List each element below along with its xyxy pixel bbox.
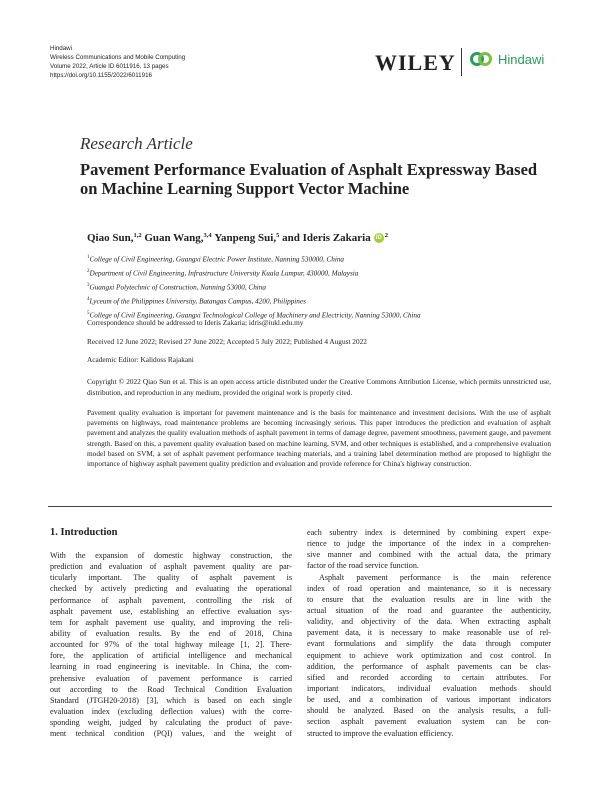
text-line: sive manner and combined with the actual data, the primary xyxy=(307,550,551,560)
section-divider xyxy=(48,506,552,507)
text-line: important indicators, individual evaluation methods should xyxy=(307,683,551,693)
logo-divider xyxy=(461,48,462,76)
text-line: With the expansion of domestic highway construction, the xyxy=(50,551,292,560)
hindawi-rings-icon xyxy=(469,51,493,67)
affiliation: $^2$Department of Civil Engineering, Infrastructure University Kuala Lumpur, 430000, Malaysia xyxy=(87,268,359,278)
text-line: to ensure that the evaluation results are in line with the xyxy=(307,594,551,604)
text-line: ability of evaluation results. By the end of 2018, China xyxy=(50,628,292,638)
academic-editor: Academic Editor: Kalidoss Rajakani xyxy=(87,355,194,364)
abstract: Pavement quality evaluation is important for pavement maintenance and is the basis for maintenance and investment decisions. With the use of asphalt pavements on highways, road maintenance problems are becoming increasingly serious. This paper introduces the prediction and evaluation of asphalt pavement and analyzes the quality evaluation methods of asphalt pavement in terms of damage degree, pavement smoothness, pavement gauge, and pavement strength. Based on this, a pavement quality evaluation based on machine learning, SVM, and other techniques is established, and a comprehensive evaluation model based on SVM, a set of asphalt pavement performance teaching materials, and a training label determination method are proposed to highlight the importance of highway asphalt pavement quality prediction and evaluation and provide reference for China's highway construction. xyxy=(87,408,551,469)
wiley-logo: WILEY xyxy=(375,50,456,75)
copyright-notice: Copyright © 2022 Qiao Sun et al. This is an open access article distributed under the Creative Commons Attribution License, which permits unrestricted use, distribution, and reproduction in any medium, provided the original work is properly cited. xyxy=(87,377,551,397)
author-name[interactable]: Yanpeng Sui, xyxy=(214,232,277,244)
right-column-body xyxy=(307,527,551,739)
text-line: learning in road engineering is inevitable. In China, the com- xyxy=(50,662,292,672)
text-line: checked by actively predicting and evaluating the operational xyxy=(50,584,292,594)
text-line: asphalt pavement use, establishing an effective evaluation sys- xyxy=(50,606,292,616)
text-line: sified and recorded according to certain attributes. For xyxy=(307,672,551,682)
author-affil-sup: 2 xyxy=(384,232,388,239)
hindawi-logo xyxy=(469,51,544,67)
journal-header xyxy=(50,44,185,80)
text-line: should be analyzed. Based on the analysis results, a full- xyxy=(307,706,551,716)
author-list xyxy=(87,232,388,244)
text-line: each subentry index is determined by combining expert expe- xyxy=(307,528,551,537)
text-line: sponding weight, judged by calculating the product of pave- xyxy=(50,718,292,728)
author-affil-sup: 1,2 xyxy=(133,232,142,239)
text-line: Standard (JTGH20-2018) [3], which is based on each single xyxy=(50,695,292,705)
text-line: be used, and a combination of various important indicators xyxy=(307,695,551,705)
author-name[interactable]: Guan Wang, xyxy=(144,232,204,244)
text-line: tem for asphalt pavement use quality, and improving the reli- xyxy=(50,617,292,627)
author-affil-sup: 5 xyxy=(276,232,280,239)
author-name[interactable]: Qiao Sun, xyxy=(87,232,134,244)
journal-name: Wireless Communications and Mobile Computing xyxy=(50,54,186,61)
article-type: Research Article xyxy=(80,134,193,153)
text-line: fore, the application of artificial intelligence and mechanical xyxy=(50,651,292,661)
affiliation: $^1$College of Civil Engineering, Guangxi Electric Power Institute, Nanning 530000, China xyxy=(87,255,345,264)
author-name[interactable]: and Ideris Zakaria xyxy=(282,232,371,244)
hindawi-logo-text: Hindawi xyxy=(498,51,545,67)
text-line: evaluation index (excluding deflection values) with the corre- xyxy=(50,706,292,716)
affiliations xyxy=(87,252,421,322)
text-line: pavement data, it is necessary to make reasonable use of rel- xyxy=(307,628,551,638)
text-line: section asphalt pavement evaluation system can be con- xyxy=(307,717,551,727)
text-line: performance of asphalt pavement, controlling the risk of xyxy=(50,595,292,605)
article-dates: Received 12 June 2022; Revised 27 June 2022; Accepted 5 July 2022; Published 4 August 2022 xyxy=(87,337,367,346)
text-line: prediction and evaluation of asphalt pavement quality are par- xyxy=(50,562,292,572)
orcid-icon[interactable]: iD xyxy=(375,235,382,241)
text-line: structed to improve the evaluation efficiency. xyxy=(307,728,454,738)
article-title: Pavement Performance Evaluation of Asphalt Expressway Based on Machine Learning Support Vector Machine xyxy=(80,160,538,198)
text-line: ment technical condition (PQI) values, and the weight of xyxy=(50,729,292,739)
affiliation: $^5$College of Civil Engineering, Guangxi Technological College of Machinery and Electricity, Nanning 53000, China xyxy=(87,310,421,320)
text-line: addition, the performance of asphalt pavements can be clas- xyxy=(307,661,551,671)
text-line: index of road operation and maintenance, so it is necessary xyxy=(307,583,551,593)
text-line: Asphalt pavement performance is the main reference xyxy=(319,572,551,582)
text-line: factor of the road service function. xyxy=(307,561,419,571)
text-line: out according to the Road Technical Condition Evaluation xyxy=(50,684,292,694)
correspondence: Correspondence should be addressed to Ideris Zakaria; idris@iukl.edu.my xyxy=(87,318,304,327)
volume-info: Volume 2022, Article ID 6011916, 13 pages xyxy=(50,63,169,70)
text-line: validity, and objectivity of the data. When extracting asphalt xyxy=(307,617,551,627)
affiliation: $^3$Guangxi Polytechnic of Construction, Nanning 53000, China xyxy=(87,282,266,292)
publisher-name: Hindawi xyxy=(50,45,73,52)
text-line: equipment to achieve work optimization and cost control. In xyxy=(307,650,551,660)
doi-link[interactable]: https://doi.org/10.1155/2022/6011916 xyxy=(50,72,152,79)
author-affil-sup: 3,4 xyxy=(203,232,212,239)
text-line: actual situation of the road and guarantee the authenticity, xyxy=(307,605,551,615)
affiliation: $^4$Lyceum of the Philippines University, Batangas Campus, 4200, Philippines xyxy=(87,296,306,306)
text-line: ticularly important. The quality of asphalt pavement is xyxy=(50,573,292,583)
section-heading: 1. Introduction xyxy=(50,527,118,538)
text-line: accounted for 97% of the total highway mileage [1, 2]. There- xyxy=(50,640,292,650)
text-line: rience to judge the importance of the index in a comprehen- xyxy=(307,539,551,549)
text-line: evant formulations and simplify the data through computer xyxy=(307,639,551,649)
text-line: prehensive evaluation of pavement performance is carried xyxy=(50,673,292,683)
left-column-body xyxy=(50,550,292,739)
